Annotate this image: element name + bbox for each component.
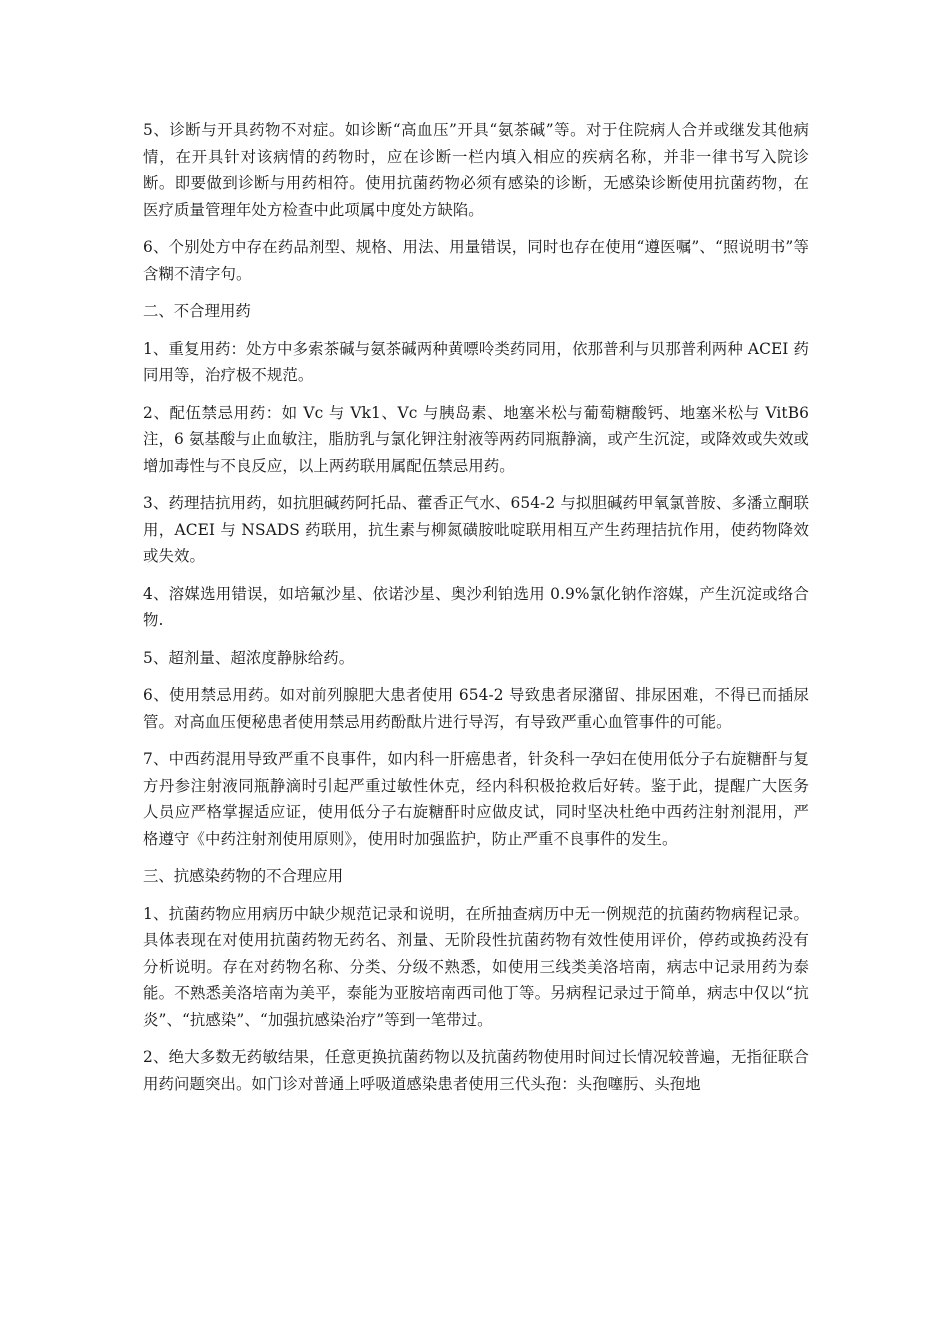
- paragraph-contraindicated-drugs: 6、使用禁忌用药。如对前列腺肥大患者使用 654-2 导致患者尿潴留、排尿困难，不得已而插尿管。对高血压便秘患者使用禁忌用药酚酞片进行导泻，有导致严重心血管事件的可能。: [143, 686, 809, 731]
- paragraph-overdose: 5、超剂量、超浓度静脉给药。: [143, 648, 355, 667]
- paragraph-antibiotic-records: 1、抗菌药物应用病历中缺少规范记录和说明，在所抽查病历中无一例规范的抗菌药物病程记录。具体表现在对使用抗菌药物无药名、剂量、无阶段性抗菌药物有效性使用评价，停药或换药没有分析说明。存在对药物名称、分类、分级不熟悉，如使用三线类美洛培南，病志中记录用药为泰能。不熟悉美洛培南为美平，泰能为亚胺培南西司他丁等。另病程记录过于简单，病志中仅以“抗炎”、“抗感染”、“加强抗感染治疗”等到一笔带过。: [143, 904, 809, 1029]
- section-heading-irrational-drug-use: 二、不合理用药: [143, 302, 251, 320]
- paragraph-pharmacological-antagonism: 3、药理拮抗用药，如抗胆碱药阿托品、藿香正气水、654-2 与拟胆碱药甲氧氯普胺、多潘立酮联用，ACEI 与 NSADS 药联用，抗生素与柳氮磺胺吡啶联用相互产生药理拮抗作用，使药物降效或失效。: [143, 494, 809, 565]
- section-heading-anti-infective-misuse: 三、抗感染药物的不合理应用: [143, 867, 344, 885]
- paragraph-solvent-error: 4、溶媒选用错误，如培氟沙星、依诺沙星、奥沙利铂选用 0.9%氯化钠作溶媒，产生沉淀或络合物.: [143, 584, 809, 629]
- paragraph-no-sensitivity-test: 2、绝大多数无药敏结果，任意更换抗菌药物以及抗菌药物使用时间过长情况较普遍，无指征联合用药问题突出。如门诊对普通上呼吸道感染患者使用三代头孢：头孢噻肟、头孢地: [143, 1048, 809, 1093]
- paragraph-diagnosis-mismatch: 5、诊断与开具药物不对症。如诊断“高血压”开具“氨茶碱”等。对于住院病人合并或继发其他病情，在开具针对该病情的药物时，应在诊断一栏内填入相应的疾病名称，并非一律书写入院诊断。即要做到诊断与用药相符。使用抗菌药物必须有感染的诊断，无感染诊断使用抗菌药物，在医疗质量管理年处方检查中此项属中度处方缺陷。: [143, 121, 809, 219]
- paragraph-mixed-medicine-adverse-events: 7、中西药混用导致严重不良事件，如内科一肝癌患者，针灸科一孕妇在使用低分子右旋糖酐与复方丹参注射液同瓶静滴时引起严重过敏性休克，经内科积极抢救后好转。鉴于此，提醒广大医务人员应严格掌握适应证，使用低分子右旋糖酐时应做皮试，同时坚决杜绝中西药注射剂混用，严格遵守《中药注射剂使用原则》，使用时加强监护，防止严重不良事件的发生。: [143, 750, 809, 848]
- paragraph-incompatibility: 2、配伍禁忌用药：如 Vc 与 Vk1、Vc 与胰岛素、地塞米松与葡萄糖酸钙、地塞米松与 VitB6 注，6 氨基酸与止血敏注，脂肪乳与氯化钾注射液等两药同瓶静滴，或产生沉淀，或降效或失效或增加毒性与不良反应，以上两药联用属配伍禁忌用药。: [143, 403, 809, 475]
- paragraph-duplicate-medication: 1、重复用药：处方中多索茶碱与氨茶碱两种黄嘌呤类药同用，依那普利与贝那普利两种 ACEI 药同用等，治疗极不规范。: [143, 339, 809, 384]
- paragraph-prescription-errors: 6、个别处方中存在药品剂型、规格、用法、用量错误，同时也存在使用“遵医嘱”、“照说明书”等含糊不清字句。: [143, 238, 809, 283]
- document-page: [143, 117, 809, 1108]
